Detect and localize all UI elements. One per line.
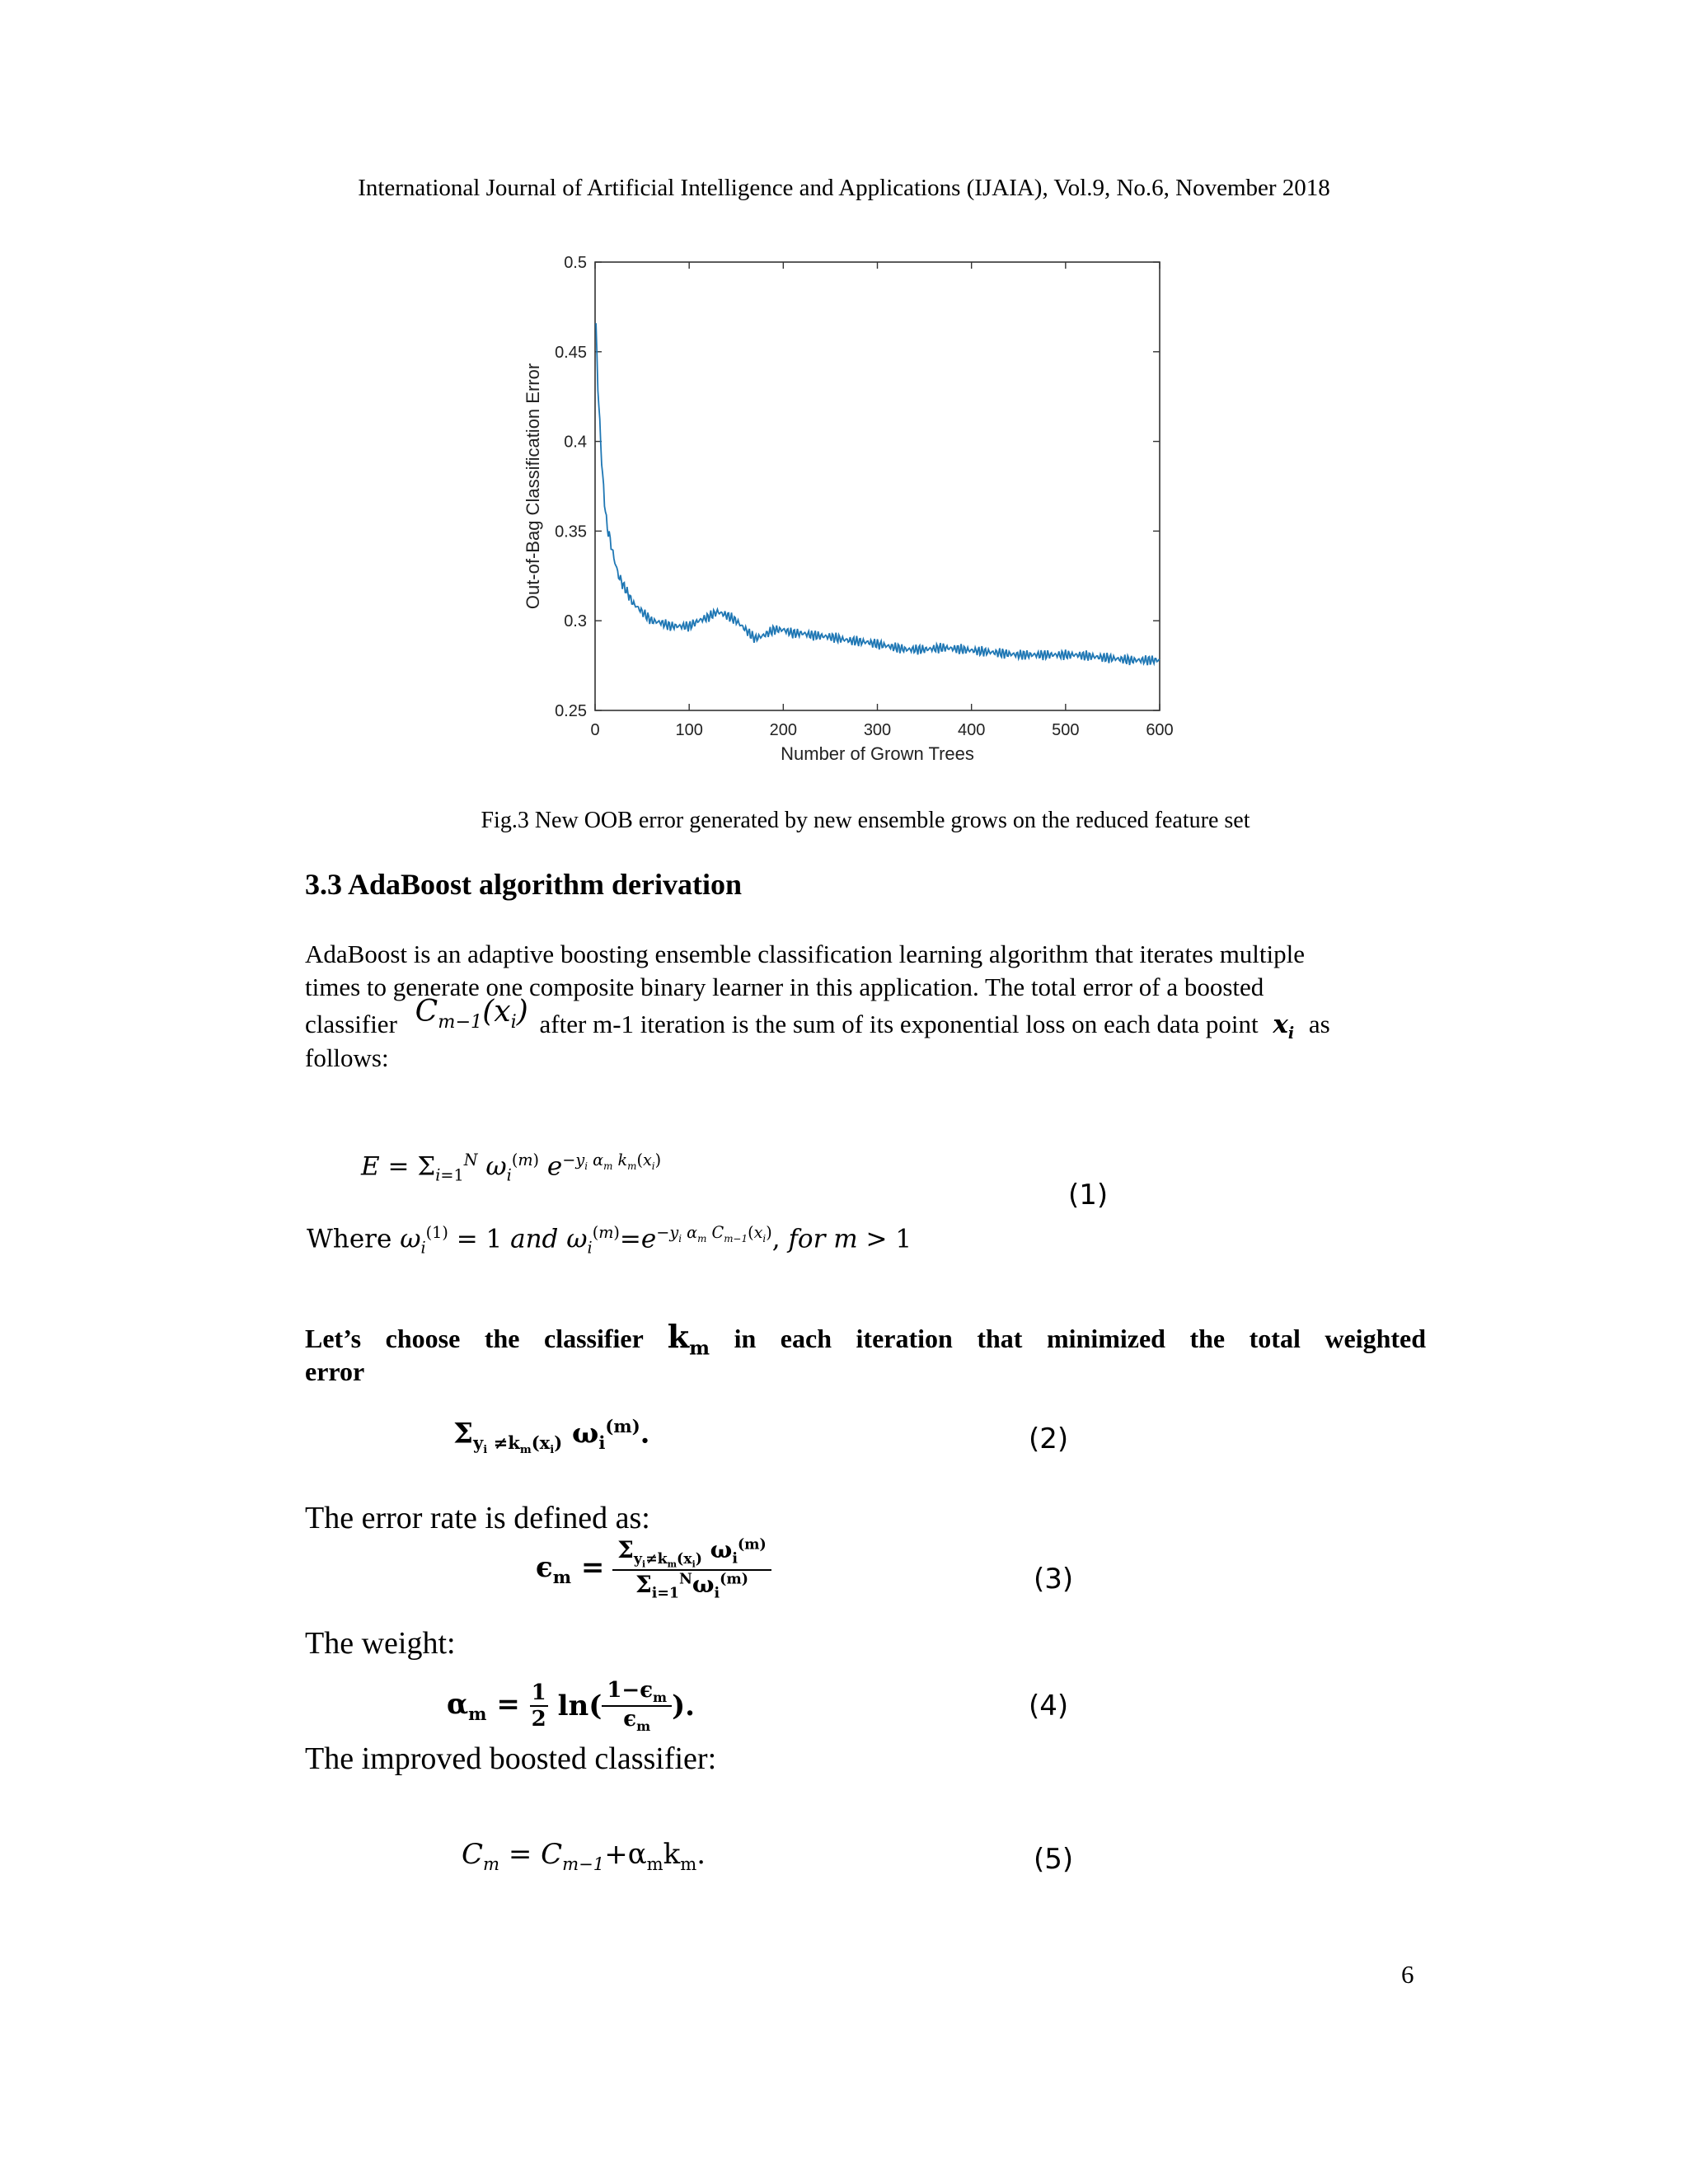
classifier-word: classifier <box>305 1010 397 1038</box>
x-tick-label: 300 <box>863 721 892 739</box>
section-title: 3.3 AdaBoost algorithm derivation <box>305 868 743 901</box>
equation-2: $\Sigma_{y_i \ne k_m(x_i)}$ $\omega_i^{(m)}$. <box>453 1416 650 1457</box>
y-tick-label: 0.45 <box>555 343 587 362</box>
x-tick-label: 200 <box>769 721 798 739</box>
bold-sentence-part-b: in each iteration that minimized the total weighted <box>734 1324 1427 1353</box>
bold-sentence-line-2: error <box>305 1357 365 1386</box>
oob-error-chart <box>503 239 1195 775</box>
y-tick-label: 0.3 <box>564 612 587 631</box>
where-word: Where <box>307 1224 392 1254</box>
y-axis-label: Out-of-Bag Classification Error <box>523 363 543 610</box>
page-number: 6 <box>1401 1960 1414 1989</box>
equation-3-number: (3) <box>1034 1563 1074 1596</box>
figure-chart <box>503 239 1195 775</box>
x-tick-label: 100 <box>675 721 703 739</box>
x-tick-label: 0 <box>590 721 600 739</box>
x-tick-label: 400 <box>957 721 986 739</box>
equation-4-number: (4) <box>1029 1690 1069 1722</box>
y-tick-label: 0.5 <box>564 254 587 272</box>
running-header: International Journal of Artificial Intelligence and Applications (IJAIA), Vol.9, No.6, November 2018 <box>358 175 1330 201</box>
equation-5-number: (5) <box>1034 1843 1074 1876</box>
bold-sentence-part-a: Let’s choose the classifier <box>305 1324 644 1353</box>
equation-5: $C_m = C_{m-1}+\alpha_mk_m$. <box>462 1838 706 1874</box>
paragraph-line-1: AdaBoost is an adaptive boosting ensemble classification learning algorithm that iterates multiple <box>305 940 1306 968</box>
figure-caption: Fig.3 New OOB error generated by new ensemble grows on the reduced feature set <box>481 808 1250 833</box>
improved-classifier-label: The improved boosted classifier: <box>305 1741 717 1776</box>
y-tick-label: 0.4 <box>564 433 587 452</box>
equation-4: $\alpha_m$ = $\frac{1}{2}$ ln( $\frac{1-\epsilon_m}{\epsilon_m}$ ). <box>447 1678 696 1735</box>
y-tick-label: 0.35 <box>555 523 587 541</box>
inline-formula-xi: $x_i$ <box>1273 1010 1295 1043</box>
paragraph-line-4: follows: <box>305 1043 389 1072</box>
after-iteration-text: after m-1 iteration is the sum of its exponential loss on each data point <box>539 1010 1259 1038</box>
error-rate-label: The error rate is defined as: <box>305 1501 650 1535</box>
as-word: as <box>1308 1010 1330 1038</box>
x-axis-label: Number of Grown Trees <box>781 743 974 764</box>
inline-formula-c-m-1: $C_{m-1}(x_i)$ <box>415 995 528 1033</box>
equation-1-number: (1) <box>1068 1179 1109 1212</box>
x-tick-label: 500 <box>1052 721 1080 739</box>
equation-1-line-a: $E = \Sigma_{i=1}^N$ $\omega_i^{(m)}$ $e^{-y_i \alpha_m k_m(x_i)}$ <box>361 1151 662 1185</box>
paragraph-line-2: times to generate one composite binary learner in this application. The total error of a boosted <box>305 972 1264 1001</box>
inline-formula-km: $k_m$ <box>667 1318 710 1360</box>
equation-3: $\epsilon_m$ = $\frac{\Sigma_{y_i\ne k_m(x_i)} \omega_i^{(m)}}{\Sigma_{i=1}^N\omega_i^{(m)}}$ <box>536 1536 771 1602</box>
equation-2-number: (2) <box>1029 1422 1069 1455</box>
weight-label: The weight: <box>305 1626 456 1661</box>
y-tick-label: 0.25 <box>555 702 587 720</box>
x-tick-label: 600 <box>1146 721 1174 739</box>
equation-3-fraction: $\frac{\Sigma_{y_i\ne k_m(x_i)} \omega_i^{(m)}}{\Sigma_{i=1}^N\omega_i^{(m)}}$ <box>612 1536 771 1602</box>
equation-1-line-b: Where $\omega_i^{(1)} = 1$ and $\omega_i^{(m)}=e^{-y_i \alpha_m C_{m-1}(x_i)}$, for m > 1 <box>307 1223 912 1258</box>
